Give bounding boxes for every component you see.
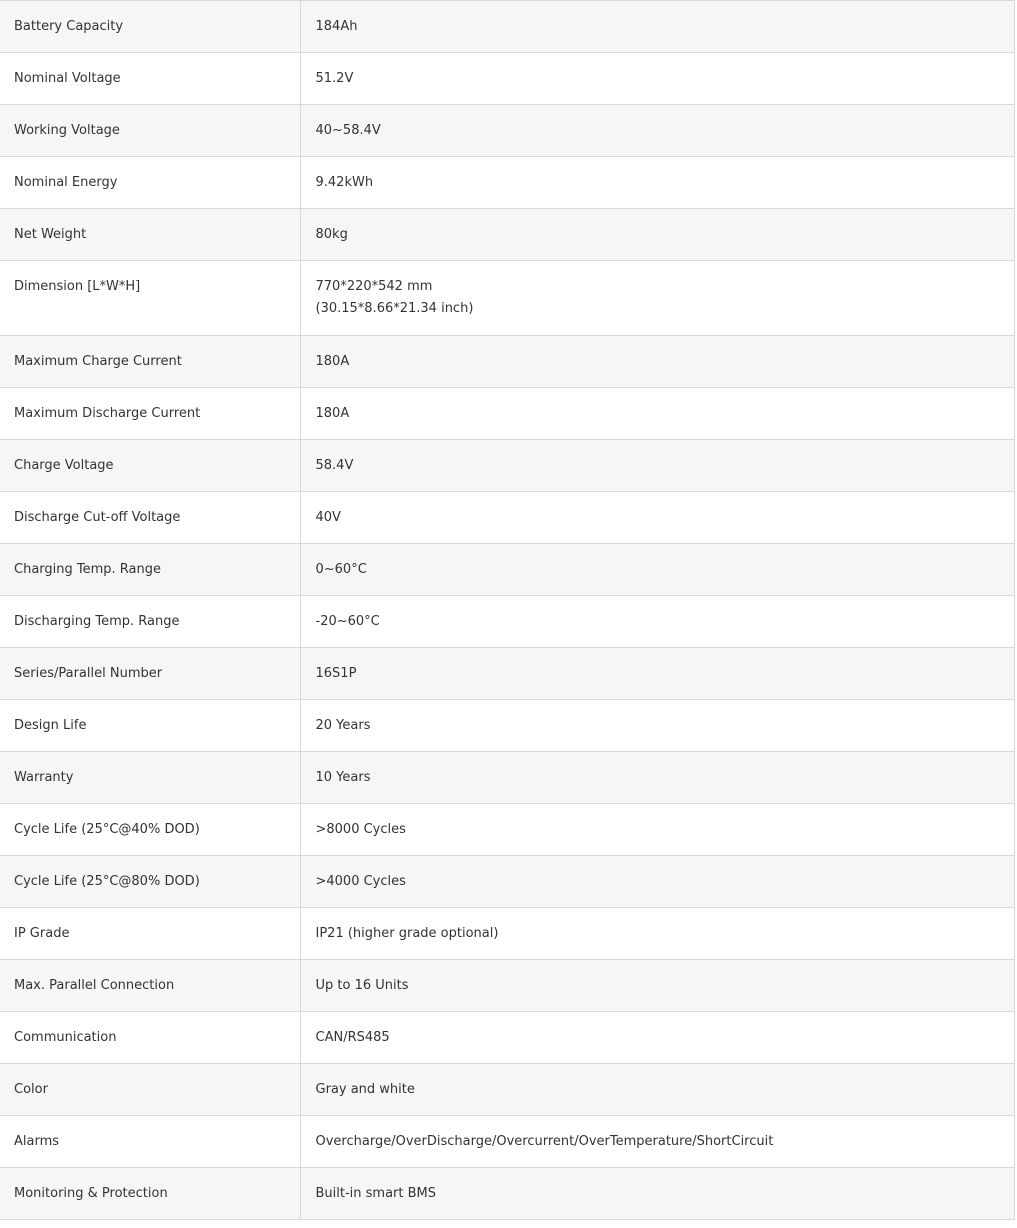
spec-label: Warranty [0, 752, 300, 804]
spec-value-line: 20 Years [315, 718, 371, 733]
spec-row [0, 336, 1015, 388]
spec-row [0, 53, 1015, 105]
spec-row [0, 752, 1015, 804]
spec-label: Discharging Temp. Range [0, 596, 300, 648]
spec-value-line: 16S1P [315, 666, 357, 681]
spec-label: Max. Parallel Connection [0, 960, 300, 1012]
spec-value-line: Built-in smart BMS [315, 1186, 437, 1201]
spec-row [0, 960, 1015, 1012]
spec-value [300, 752, 1015, 804]
spec-value [300, 1, 1015, 53]
spec-value [300, 105, 1015, 157]
spec-value [300, 804, 1015, 856]
spec-row [0, 1116, 1015, 1168]
spec-label: Cycle Life (25°C@80% DOD) [0, 856, 300, 908]
spec-row [0, 440, 1015, 492]
spec-label: Net Weight [0, 209, 300, 261]
spec-value [300, 336, 1015, 388]
spec-value-line: -20~60°C [315, 614, 380, 629]
spec-label: Charge Voltage [0, 440, 300, 492]
spec-label: Dimension [L*W*H] [0, 261, 300, 336]
spec-value [300, 596, 1015, 648]
spec-label: Communication [0, 1012, 300, 1064]
spec-row [0, 1, 1015, 53]
spec-value [300, 388, 1015, 440]
spec-value-line: 51.2V [315, 71, 354, 86]
spec-row [0, 804, 1015, 856]
spec-row [0, 105, 1015, 157]
spec-value-line: 770*220*542 mm [315, 279, 433, 294]
spec-label: Charging Temp. Range [0, 544, 300, 596]
spec-label: Series/Parallel Number [0, 648, 300, 700]
spec-row [0, 856, 1015, 908]
spec-value-line: 184Ah [315, 19, 358, 34]
spec-label: Alarms [0, 1116, 300, 1168]
spec-row [0, 261, 1015, 336]
spec-row [0, 908, 1015, 960]
spec-row [0, 209, 1015, 261]
spec-value [300, 700, 1015, 752]
spec-value [300, 1064, 1015, 1116]
spec-value-line: CAN/RS485 [315, 1030, 390, 1045]
spec-label: Cycle Life (25°C@40% DOD) [0, 804, 300, 856]
spec-row [0, 1064, 1015, 1116]
spec-value [300, 648, 1015, 700]
spec-value [300, 544, 1015, 596]
spec-row [0, 700, 1015, 752]
spec-value-line: (30.15*8.66*21.34 inch) [315, 301, 474, 316]
spec-value-line: >4000 Cycles [315, 874, 406, 889]
spec-value-line: Overcharge/OverDischarge/Overcurrent/OverTemperature/ShortCircuit [315, 1134, 774, 1149]
spec-value-line: 10 Years [315, 770, 371, 785]
spec-label: Discharge Cut-off Voltage [0, 492, 300, 544]
spec-value-line: 180A [315, 354, 350, 369]
spec-value-line: IP21 (higher grade optional) [315, 926, 499, 941]
spec-value-line: 40~58.4V [315, 123, 381, 138]
spec-label: Color [0, 1064, 300, 1116]
spec-value [300, 492, 1015, 544]
spec-label: Nominal Voltage [0, 53, 300, 105]
spec-value-line: >8000 Cycles [315, 822, 406, 837]
spec-value-line: 0~60°C [315, 562, 367, 577]
spec-value [300, 209, 1015, 261]
spec-value [300, 157, 1015, 209]
spec-table-body [0, 1, 1015, 1220]
spec-value [300, 53, 1015, 105]
spec-row [0, 648, 1015, 700]
spec-value [300, 960, 1015, 1012]
spec-value-line: 80kg [315, 227, 348, 242]
spec-label: Nominal Energy [0, 157, 300, 209]
spec-value-line: 9.42kWh [315, 175, 374, 190]
spec-label: Design Life [0, 700, 300, 752]
spec-row [0, 492, 1015, 544]
spec-label: Monitoring & Protection [0, 1168, 300, 1220]
spec-label: Working Voltage [0, 105, 300, 157]
spec-row [0, 1168, 1015, 1220]
spec-row [0, 596, 1015, 648]
spec-row [0, 388, 1015, 440]
spec-value [300, 440, 1015, 492]
spec-value-line: 40V [315, 510, 341, 525]
spec-value [300, 1168, 1015, 1220]
spec-value [300, 261, 1015, 336]
spec-value-line: Gray and white [315, 1082, 415, 1097]
spec-label: Battery Capacity [0, 1, 300, 53]
spec-value [300, 908, 1015, 960]
spec-row [0, 157, 1015, 209]
spec-value [300, 1012, 1015, 1064]
spec-value [300, 856, 1015, 908]
spec-value-line: 180A [315, 406, 350, 421]
spec-row [0, 1012, 1015, 1064]
spec-value-line: 58.4V [315, 458, 354, 473]
spec-label: Maximum Discharge Current [0, 388, 300, 440]
spec-label: Maximum Charge Current [0, 336, 300, 388]
spec-value [300, 1116, 1015, 1168]
spec-label: IP Grade [0, 908, 300, 960]
spec-row [0, 544, 1015, 596]
spec-value-line: Up to 16 Units [315, 978, 409, 993]
